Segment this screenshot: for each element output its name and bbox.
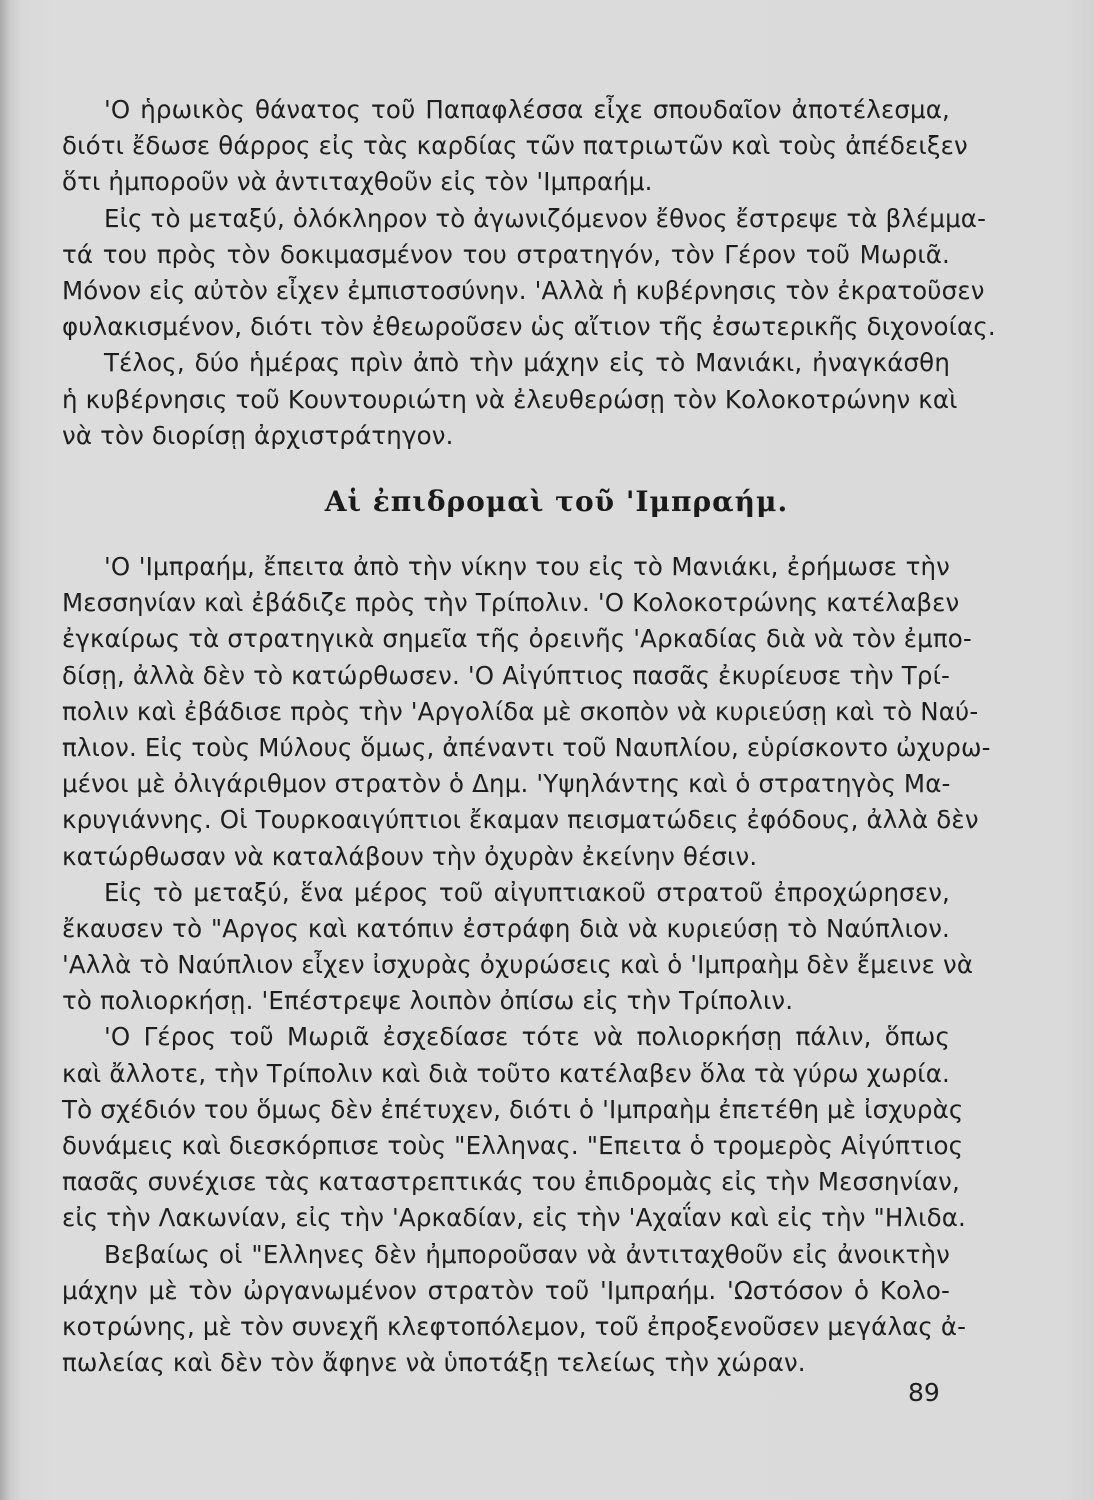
text-line: εἰς τὴν Λακωνίαν, εἰς τὴν 'Αρκαδίαν, εἰς τὴν 'Αχαΐαν καὶ εἰς τὴν "Ηλιδα. (62, 1203, 966, 1233)
text-line: πασᾶς συνέχισε τὰς καταστρεπτικάς του ἐπιδρομὰς εἰς τὴν Μεσσηνίαν, (62, 1167, 960, 1197)
text-line: κοτρώνης, μὲ τὸν συνεχῆ κλεφτοπόλεμον, τοῦ ἐπροξενοῦσεν μεγάλας ἀ- (62, 1311, 967, 1341)
text-line: τά του πρὸς τὸν δοκιμασμένον του στρατηγόν, τὸν Γέρον τοῦ Μωριᾶ. (62, 239, 950, 269)
text-line: Βεβαίως οἱ "Ελληνες δὲν ἠμποροῦσαν νὰ ἀντιταχθοῦν εἰς ἀνοικτὴν (104, 1239, 950, 1269)
text-line: διότι ἔδωσε θάρρος εἰς τὰς καρδίας τῶν πατριωτῶν καὶ τοὺς ἀπέδειξεν (62, 131, 968, 161)
section-heading: Αἱ ἐπιδρομαὶ τοῦ 'Ιμπραήμ. (324, 485, 789, 518)
text-line: Μόνον εἰς αὐτὸν εἶχεν ἐμπιστοσύνην. 'Αλλὰ ἡ κυβέρνησις τὸν ἐκρατοῦσεν (62, 275, 985, 305)
text-line: μάχην μὲ τὸν ὠργανωμένον στρατὸν τοῦ 'Ιμπραήμ. 'Ωστόσον ὁ Κολο- (62, 1275, 950, 1305)
page-number: 89 (908, 1378, 940, 1407)
text-line: Τέλος, δύο ἡμέρας πρὶν ἀπὸ τὴν μάχην εἰς τὸ Μανιάκι, ἠναγκάσθη (104, 348, 950, 378)
text-line: 'Αλλὰ τὸ Ναύπλιον εἶχεν ἰσχυρὰς ὀχυρώσεις καὶ ὁ 'Ιμπραὴμ δὲν ἔμεινε νὰ (62, 950, 974, 980)
text-line: ὅτι ἠμποροῦν νὰ ἀντιταχθοῦν εἰς τὸν 'Ιμπραήμ. (62, 167, 653, 197)
text-line: φυλακισμένον, διότι τὸν ἐθεωροῦσεν ὡς αἴτιον τῆς ἐσωτερικῆς διχονοίας. (62, 312, 996, 342)
text-line: κατώρθωσαν νὰ καταλάβουν τὴν ὀχυρὰν ἐκείνην θέσιν. (62, 841, 758, 871)
text-block-top (62, 92, 996, 454)
text-line: τὸ πολιορκήσῃ. 'Επέστρεψε λοιπὸν ὀπίσω εἰς τὴν Τρίπολιν. (62, 986, 794, 1016)
text-line: δίσῃ, ἀλλὰ δὲν τὸ κατώρθωσεν. 'Ο Αἰγύπτιος πασᾶς ἐκυρίευσε τὴν Τρί- (62, 660, 950, 690)
text-line: δυνάμεις καὶ διεσκόρπισε τοὺς "Ελληνας. "Επειτα ὁ τρομερὸς Αἰγύπτιος (62, 1131, 964, 1160)
text-line: Εἰς τὸ μεταξύ, ὁλόκληρον τὸ ἀγωνιζόμενον ἔθνος ἔστρεψε τὰ βλέμμα- (104, 203, 987, 233)
text-line: Μεσσηνίαν καὶ ἐβάδιζε πρὸς τὴν Τρίπολιν. 'Ο Κολοκοτρώνης κατέλαβεν (62, 588, 960, 618)
text-block-bottom (62, 549, 991, 1381)
text-line: νὰ τὸν διορίσῃ ἀρχιστράτηγον. (62, 420, 454, 450)
text-line: κρυγιάννης. Οἱ Τουρκοαιγύπτιοι ἔκαμαν πεισματώδεις ἐφόδους, ἀλλὰ δὲν (62, 805, 979, 835)
text-line: 'Ο Γέρος τοῦ Μωριᾶ ἐσχεδίασε τότε νὰ πολιορκήσῃ πάλιν, ὅπως (104, 1022, 950, 1052)
text-line: πωλείας καὶ δὲν τὸν ἄφηνε νὰ ὑποτάξῃ τελείως τὴν χώραν. (62, 1348, 806, 1378)
text-line: ἡ κυβέρνησις τοῦ Κουντουριώτη νὰ ἐλευθερώσῃ τὸν Κολοκοτρώνην καὶ (62, 384, 958, 414)
text-line: πολιν καὶ ἐβάδισε πρὸς τὴν 'Αργολίδα μὲ σκοπὸν νὰ κυριεύσῃ καὶ τὸ Ναύ- (62, 696, 979, 726)
text-line: Εἰς τὸ μεταξύ, ἕνα μέρος τοῦ αἰγυπτιακοῦ στρατοῦ ἐπροχώρησεν, (104, 877, 950, 907)
text-line: 'Ο 'Ιμπραήμ, ἔπειτα ἀπὸ τὴν νίκην του εἰς τὸ Μανιάκι, ἐρήμωσε τὴν (104, 552, 950, 581)
text-line: 'Ο ἡρωικὸς θάνατος τοῦ Παπαφλέσσα εἶχε σπουδαῖον ἀποτέλεσμα, (104, 95, 950, 124)
text-line: πλιον. Εἰς τοὺς Μύλους ὅμως, ἀπέναντι τοῦ Ναυπλίου, εὑρίσκοντο ὠχυρω- (62, 732, 991, 762)
text-line: Τὸ σχέδιόν του ὅμως δὲν ἐπέτυχεν, διότι ὁ 'Ιμπραὴμ ἐπετέθη μὲ ἰσχυρὰς (62, 1094, 964, 1124)
text-line: μένοι μὲ ὀλιγάριθμον στρατὸν ὁ Δημ. 'Υψηλάντης καὶ ὁ στρατηγὸς Μα- (62, 769, 951, 799)
text-line: ἔκαυσεν τὸ "Αργος καὶ κατόπιν ἐστράφη διὰ νὰ κυριεύσῃ τὸ Ναύπλιον. (62, 913, 950, 943)
text-line: ἐγκαίρως τὰ στρατηγικὰ σημεῖα τῆς ὀρεινῆς 'Αρκαδίας διὰ νὰ τὸν ἐμπο- (62, 624, 972, 654)
text-line: καὶ ἄλλοτε, τὴν Τρίπολιν καὶ διὰ τοῦτο κατέλαβεν ὅλα τὰ γύρω χωρία. (62, 1058, 950, 1088)
